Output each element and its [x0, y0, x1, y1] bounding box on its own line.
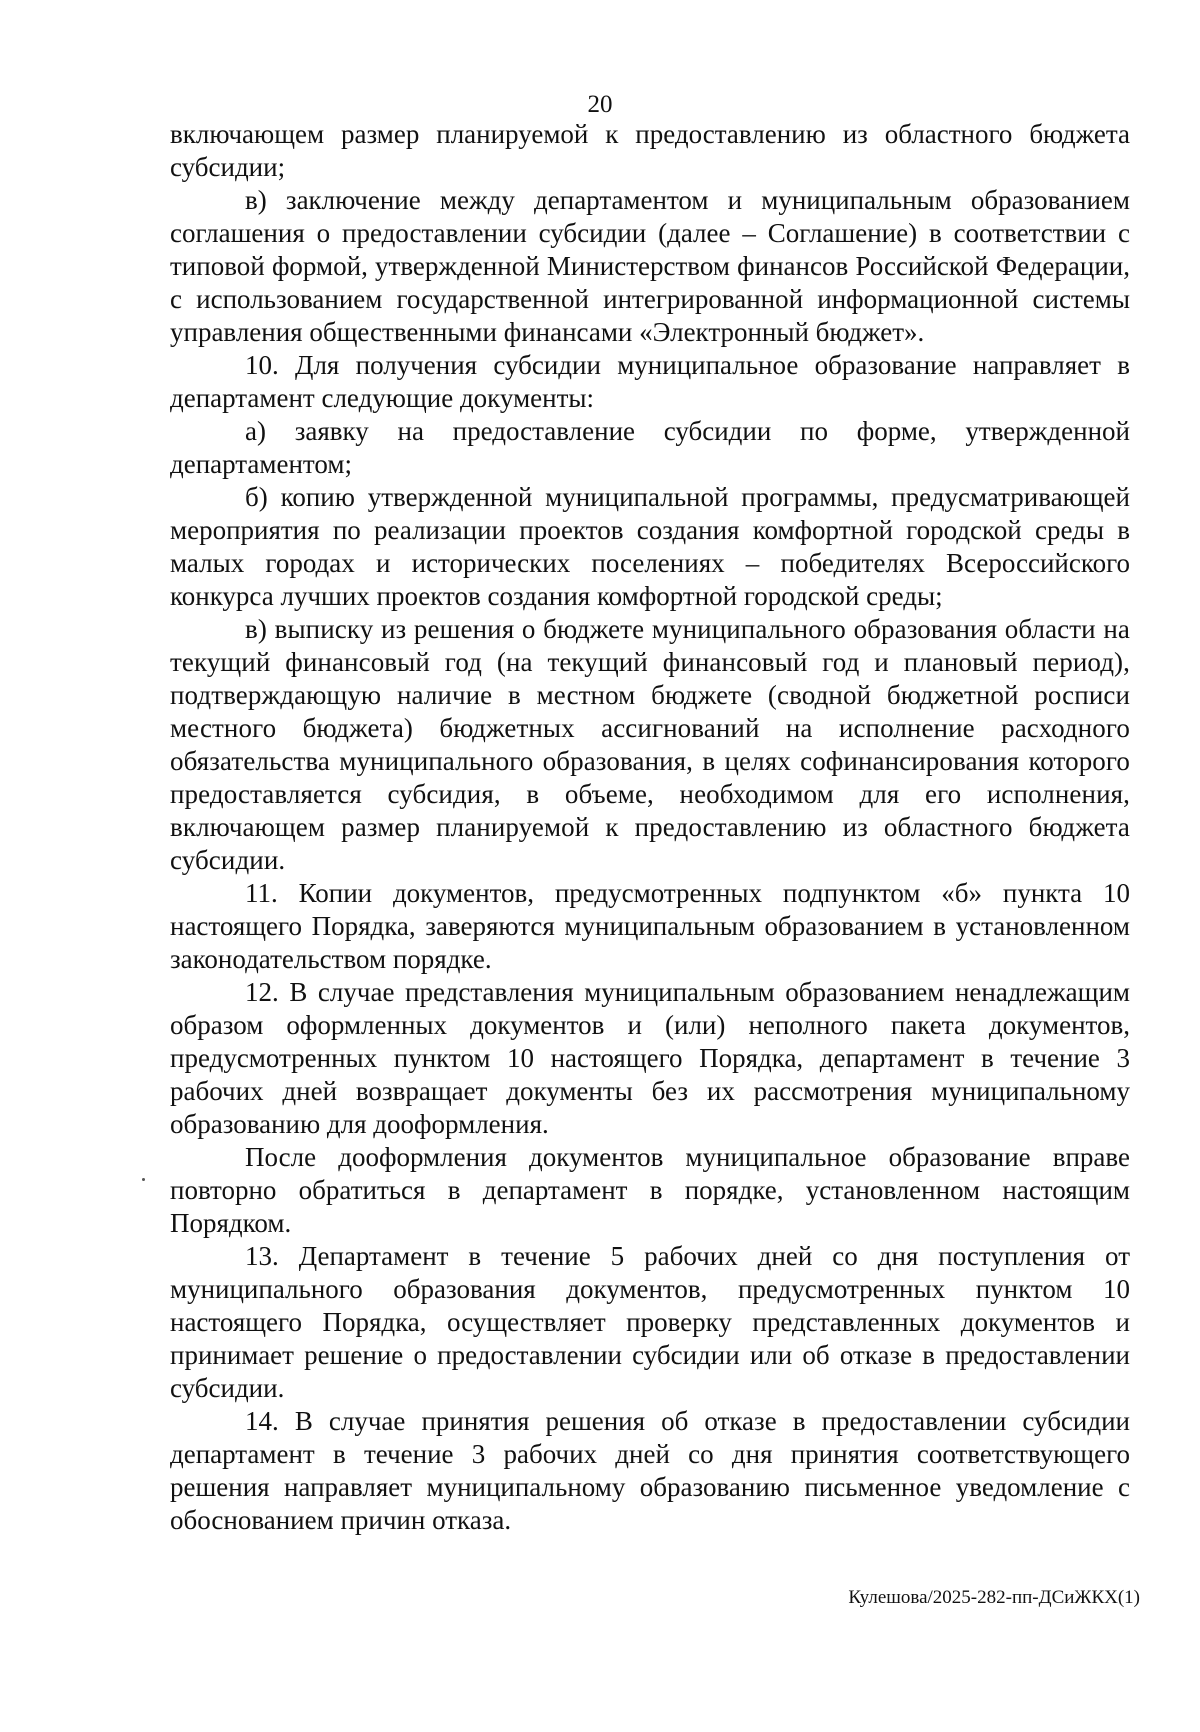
document-body	[170, 118, 1130, 1537]
paragraph-item-b-program-copy: б) копию утвержденной муниципальной программы, предусматривающей мероприятия по реализации проектов создания комфортной городской среды в малых городах и исторических поселениях – победителях Всероссийского конкурса лучших проектов создания комфортной городской среды;	[170, 482, 1130, 611]
paragraph-clause-13: 13. Департамент в течение 5 рабочих дней со дня поступления от муниципального образования документов, предусмотренных пунктом 10 настоящего Порядка, осуществляет проверку представленных документов и принимает решение о предоставлении субсидии или об отказе в предоставлении субсидии.	[170, 1241, 1130, 1403]
paragraph-item-a-application: а) заявку на предоставление субсидии по форме, утвержденной департаментом;	[170, 416, 1130, 479]
paragraph-item-v-agreement: в) заключение между департаментом и муниципальным образованием соглашения о предоставлении субсидии (далее – Соглашение) в соответствии с типовой формой, утвержденной Министерством финансов Российской Федерации, с использованием государственной интегрированной информационной системы управления общественными финансами «Электронный бюджет».	[170, 185, 1130, 347]
paragraph-clause-14: 14. В случае принятия решения об отказе в предоставлении субсидии департамент в течение 3 рабочих дней со дня принятия соответствующего решения направляет муниципальному образованию письменное уведомление с обоснованием причин отказа.	[170, 1406, 1130, 1535]
paragraph-clause-11: 11. Копии документов, предусмотренных подпунктом «б» пункта 10 настоящего Порядка, заверяются муниципальным образованием в установленном законодательством порядке.	[170, 878, 1130, 974]
paragraph-clause-12: 12. В случае представления муниципальным образованием ненадлежащим образом оформленных документов и (или) неполного пакета документов, предусмотренных пунктом 10 настоящего Порядка, департамент в течение 3 рабочих дней возвращает документы без их рассмотрения муниципальному образованию для дооформления.	[170, 977, 1130, 1139]
paragraph-item-v-budget-extract: в) выписку из решения о бюджете муниципального образования области на текущий финансовый год (на текущий финансовый год и плановый период), подтверждающую наличие в местном бюджете (сводной бюджетной росписи местного бюджета) бюджетных ассигнований на исполнение расходного обязательства муниципального образования, в целях софинансирования которого предоставляется субсидия, в объеме, необходимом для его исполнения, включающем размер планируемой к предоставлению из областного бюджета субсидии.	[170, 614, 1130, 875]
scan-artifact-dot	[142, 1178, 145, 1181]
paragraph-clause-12-continuation: После дооформления документов муниципальное образование вправе повторно обратиться в департамент в порядке, установленном настоящим Порядком.	[170, 1142, 1130, 1238]
paragraph-clause-10: 10. Для получения субсидии муниципальное образование направляет в департамент следующие документы:	[170, 350, 1130, 413]
page-number: 20	[587, 91, 613, 118]
document-footer-code: Кулешова/2025-282-пп-ДСиЖКХ(1)	[848, 1587, 1140, 1608]
paragraph-continuation: включающем размер планируемой к предоставлению из областного бюджета субсидии;	[170, 119, 1130, 182]
